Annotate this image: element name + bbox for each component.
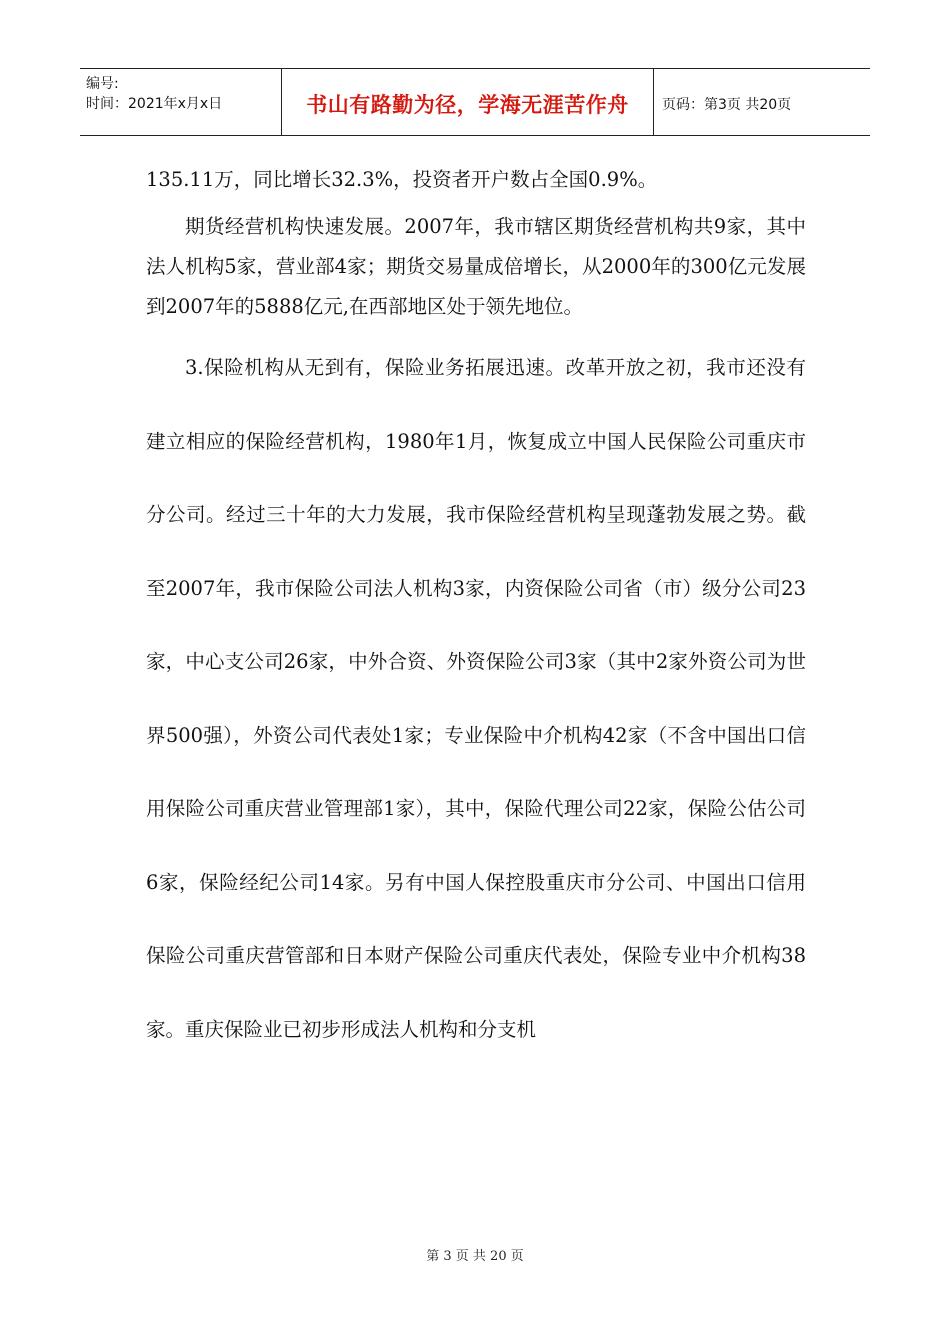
header-meta bbox=[80, 69, 282, 135]
page-header bbox=[80, 68, 870, 136]
page-footer: 第 3 页 共 20 页 bbox=[426, 1249, 524, 1264]
paragraph-securities-continued: 135.11万，同比增长32.3%，投资者开户数占全国0.9%。 bbox=[146, 168, 658, 191]
header-page-info-cell bbox=[654, 69, 870, 135]
paragraph-futures: 期货经营机构快速发展。2007年，我市辖区期货经营机构共9家，其中法人机构5家，营业部4家；期货交易量成倍增长，从2000年的300亿元发展到2007年的5888亿元,在西部地区处于领先地位。 bbox=[146, 215, 806, 318]
paragraph-insurance: 3.保险机构从无到有，保险业务拓展迅速。改革开放之初，我市还没有建立相应的保险经营机构，1980年1月，恢复成立中国人民保险公司重庆市分公司。经过三十年的大力发展，我市保险经营机构呈现蓬勃发展之势。截至2007年，我市保险公司法人机构3家，内资保险公司省（市）级分公司23家，中心支公司26家，中外合资、外资保险公司3家（其中2家外资公司为世界500强），外资公司代表处1家；专业保险中介机构42家（不含中国出口信用保险公司重庆营业管理部1家），其中，保险代理公司22家，保险公估公司6家，保险经纪公司14家。另有中国人保控股重庆市分公司、中国出口信用保险公司重庆营管部和日本财产保险公司重庆代表处，保险专业中介机构38家。重庆保险业已初步形成法人机构和分支机 bbox=[146, 356, 806, 1041]
header-motto-cell bbox=[282, 69, 654, 135]
document-number-label: 编号: bbox=[86, 76, 119, 92]
document-time: 时间：2021年x月x日 bbox=[86, 96, 223, 112]
header-page-info: 页码：第3页 共20页 bbox=[662, 97, 792, 113]
header-motto: 书山有路勤为径，学海无涯苦作舟 bbox=[306, 93, 629, 117]
document-body bbox=[146, 160, 806, 1066]
